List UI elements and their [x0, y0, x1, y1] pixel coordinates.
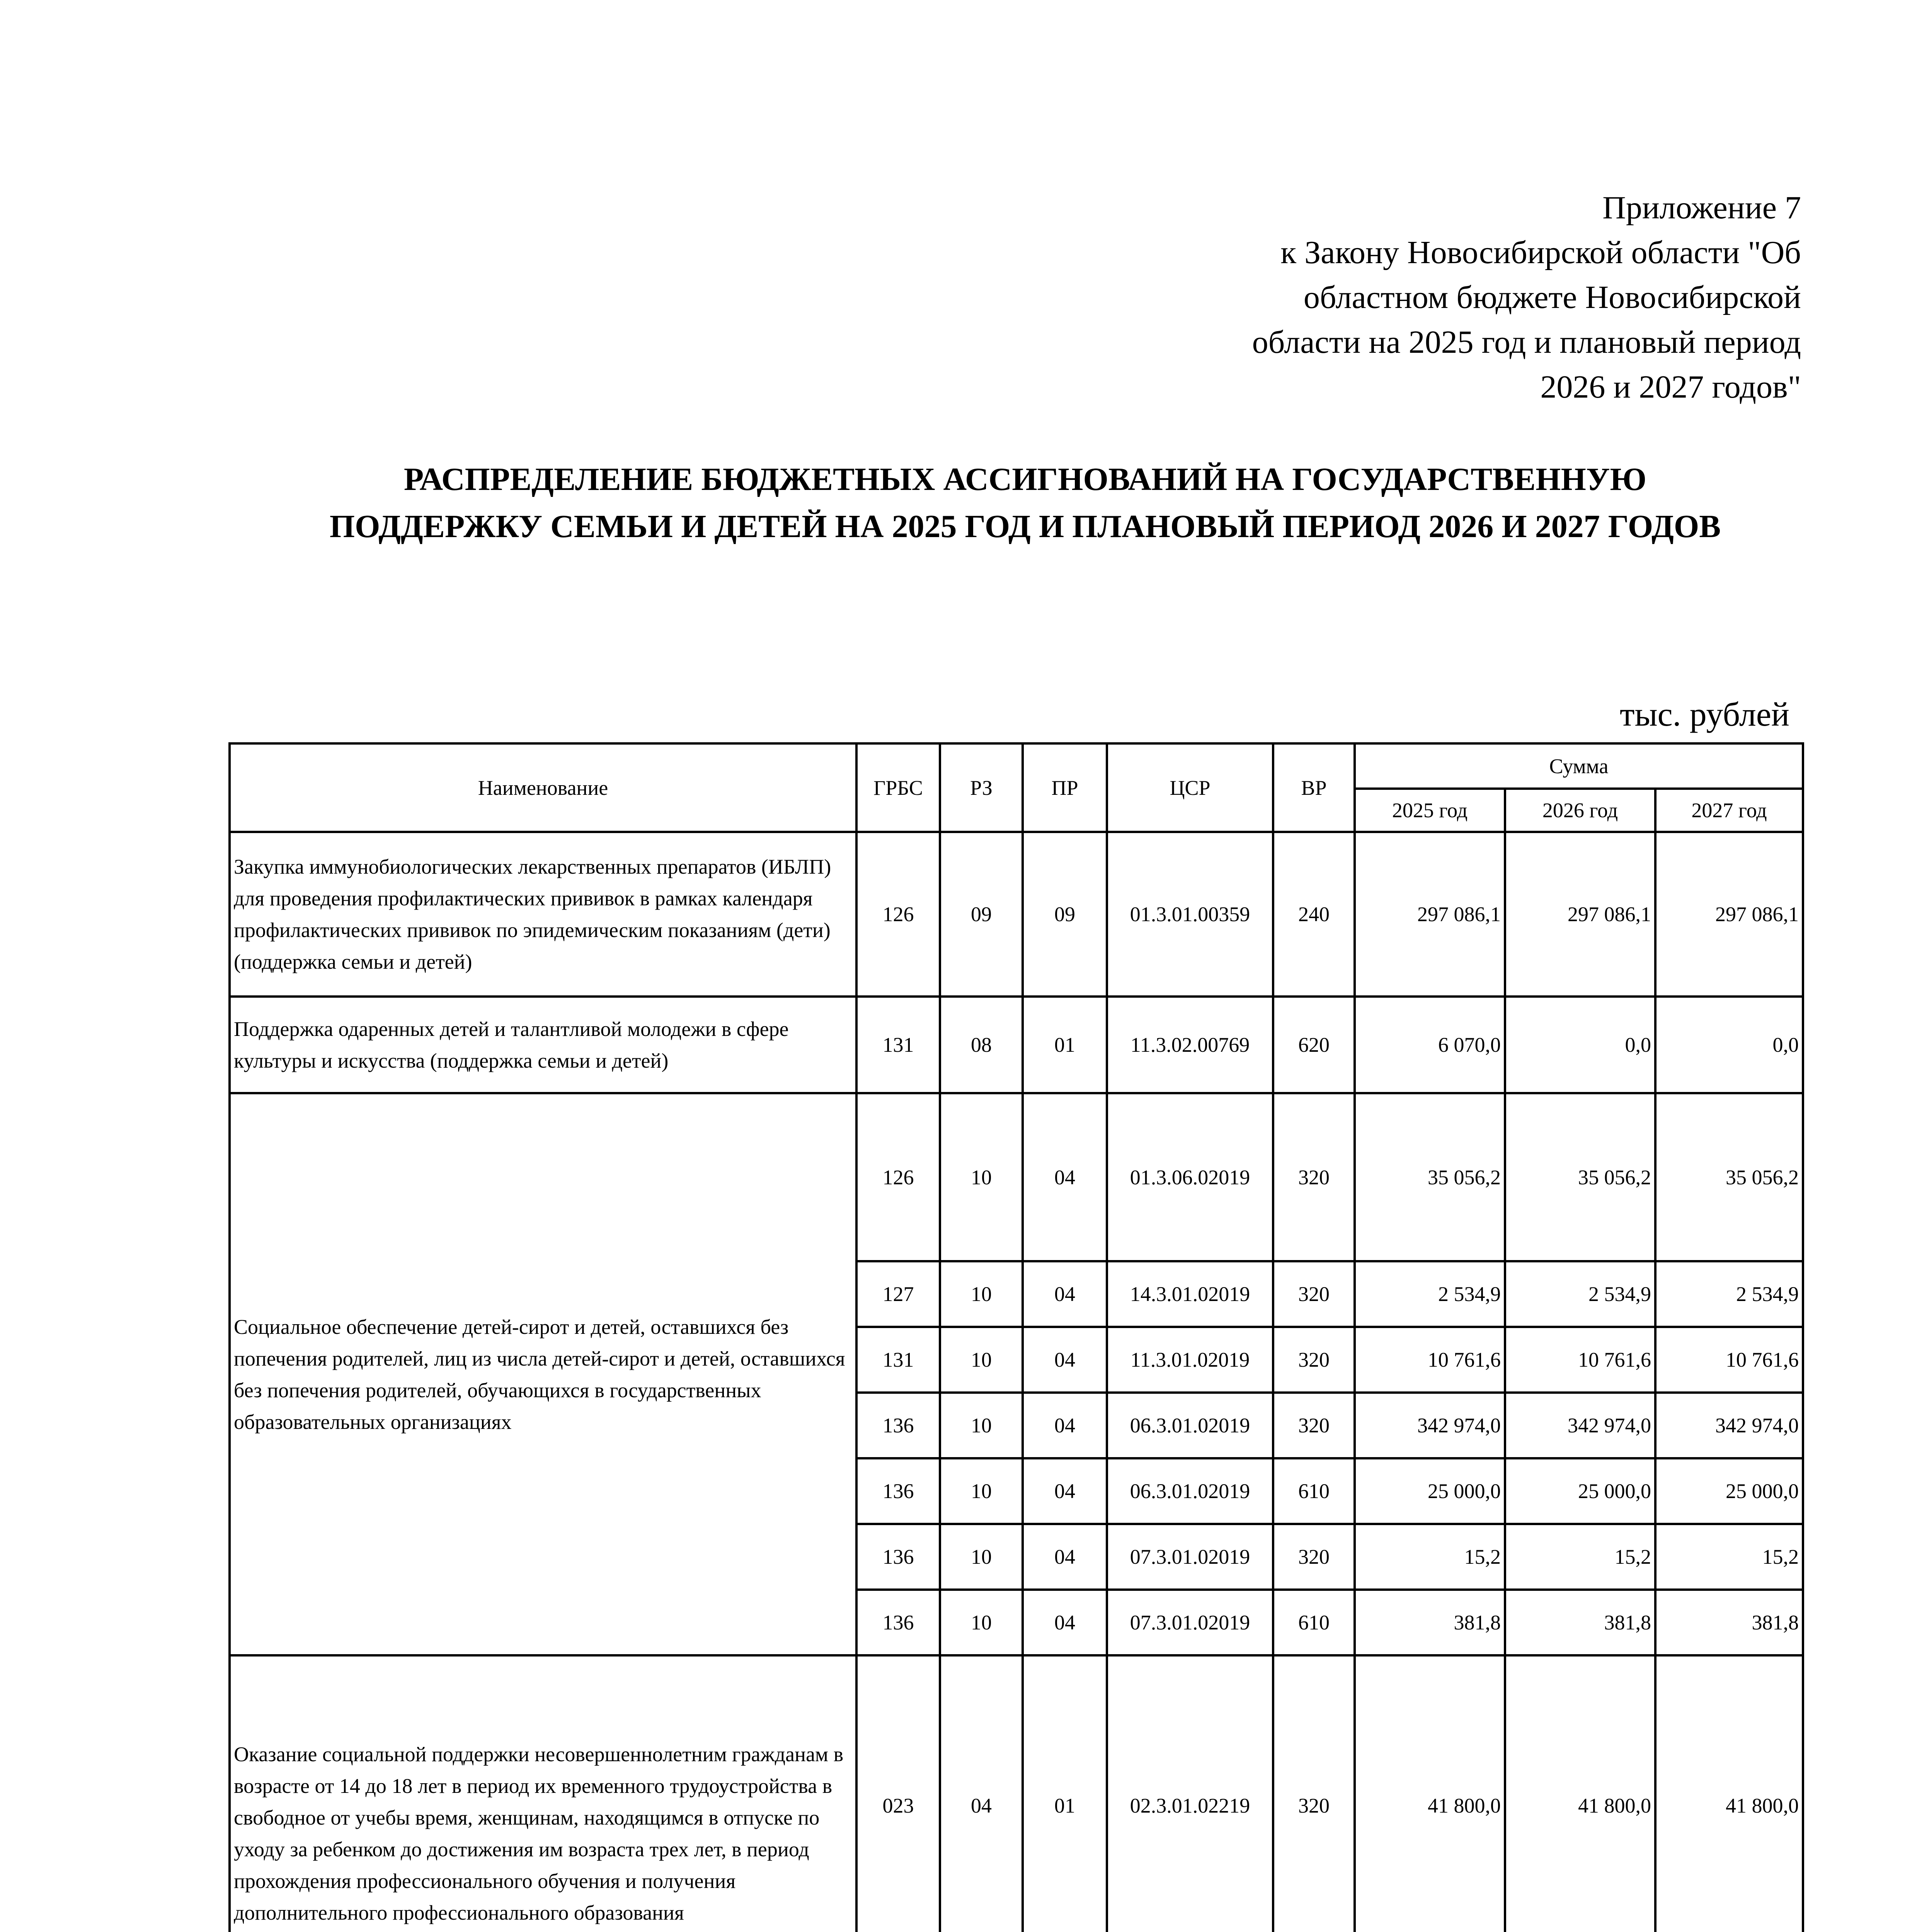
cell-2026: 41 800,0: [1505, 1655, 1655, 1932]
cell-2027: 381,8: [1655, 1590, 1803, 1655]
appendix-line: области на 2025 год и плановый период: [1252, 324, 1801, 360]
cell-vr: 320: [1273, 1327, 1355, 1393]
cell-csr: 07.3.01.02019: [1107, 1590, 1273, 1655]
cell-csr: 07.3.01.02019: [1107, 1524, 1273, 1590]
cell-2026: 2 534,9: [1505, 1261, 1655, 1327]
header-vr: ВР: [1273, 743, 1355, 832]
cell-grbs: 136: [856, 1590, 940, 1655]
cell-rz: 10: [940, 1261, 1023, 1327]
cell-vr: 610: [1273, 1458, 1355, 1524]
header-name: Наименование: [230, 743, 856, 832]
cell-grbs: 126: [856, 1093, 940, 1261]
cell-2027: 0,0: [1655, 997, 1803, 1093]
cell-2025: 2 534,9: [1355, 1261, 1505, 1327]
cell-2026: 0,0: [1505, 997, 1655, 1093]
cell-pr: 04: [1023, 1261, 1107, 1327]
header-pr: ПР: [1023, 743, 1107, 832]
cell-2025: 342 974,0: [1355, 1393, 1505, 1458]
appendix-reference: [1067, 185, 1801, 410]
cell-pr: 04: [1023, 1524, 1107, 1590]
header-rz: РЗ: [940, 743, 1023, 832]
cell-vr: 240: [1273, 832, 1355, 997]
units-label: тыс. рублей: [1620, 696, 1789, 733]
header-grbs: ГРБС: [856, 743, 940, 832]
cell-2026: 15,2: [1505, 1524, 1655, 1590]
cell-rz: 09: [940, 832, 1023, 997]
appendix-line: областном бюджете Новосибирской: [1303, 279, 1801, 315]
cell-vr: 320: [1273, 1524, 1355, 1590]
cell-grbs: 136: [856, 1524, 940, 1590]
cell-csr: 01.3.06.02019: [1107, 1093, 1273, 1261]
table-row: [230, 832, 1803, 997]
cell-2027: 25 000,0: [1655, 1458, 1803, 1524]
cell-pr: 04: [1023, 1393, 1107, 1458]
cell-csr: 11.3.02.00769: [1107, 997, 1273, 1093]
cell-pr: 04: [1023, 1327, 1107, 1393]
cell-vr: 320: [1273, 1655, 1355, 1932]
appendix-line: Приложение 7: [1602, 190, 1801, 226]
cell-2025: 381,8: [1355, 1590, 1505, 1655]
cell-csr: 11.3.01.02019: [1107, 1327, 1273, 1393]
table-row: [230, 1655, 1803, 1932]
row-name: Оказание социальной поддержки несовершеннолетним гражданам в возрасте от 14 до 18 лет в период их временного трудоустройства в свободное от учебы время, женщинам, находящимся в отпуске по уходу за ребенком до достижения им возраста трех лет, в период прохождения профессионального обучения и получения дополнительного профессионального образования: [230, 1655, 856, 1932]
cell-2025: 6 070,0: [1355, 997, 1505, 1093]
cell-2025: 15,2: [1355, 1524, 1505, 1590]
cell-csr: 02.3.01.02219: [1107, 1655, 1273, 1932]
cell-rz: 10: [940, 1524, 1023, 1590]
cell-rz: 10: [940, 1590, 1023, 1655]
cell-2026: 35 056,2: [1505, 1093, 1655, 1261]
cell-csr: 01.3.01.00359: [1107, 832, 1273, 997]
header-year-2026: 2026 год: [1505, 789, 1655, 832]
appendix-line: к Закону Новосибирской области "Об: [1280, 235, 1801, 270]
header-year-2025: 2025 год: [1355, 789, 1505, 832]
table-row: [230, 1093, 1803, 1261]
cell-csr: 06.3.01.02019: [1107, 1458, 1273, 1524]
cell-grbs: 131: [856, 1327, 940, 1393]
cell-2027: 297 086,1: [1655, 832, 1803, 997]
cell-2025: 10 761,6: [1355, 1327, 1505, 1393]
cell-2026: 342 974,0: [1505, 1393, 1655, 1458]
cell-pr: 01: [1023, 1655, 1107, 1932]
header-csr: ЦСР: [1107, 743, 1273, 832]
appendix-line: 2026 и 2027 годов": [1540, 369, 1801, 405]
header-year-2027: 2027 год: [1655, 789, 1803, 832]
cell-pr: 04: [1023, 1458, 1107, 1524]
budget-table: [228, 742, 1804, 1932]
cell-rz: 10: [940, 1458, 1023, 1524]
cell-rz: 08: [940, 997, 1023, 1093]
cell-rz: 10: [940, 1327, 1023, 1393]
row-name: Социальное обеспечение детей-сирот и детей, оставшихся без попечения родителей, лиц из числа детей-сирот и детей, оставшихся без попечения родителей, обучающихся в государственных образовательных организациях: [230, 1093, 856, 1655]
row-name: Поддержка одаренных детей и талантливой молодежи в сфере культуры и искусства (поддержка семьи и детей): [230, 997, 856, 1093]
cell-grbs: 023: [856, 1655, 940, 1932]
cell-pr: 04: [1023, 1093, 1107, 1261]
cell-2027: 10 761,6: [1655, 1327, 1803, 1393]
cell-rz: 04: [940, 1655, 1023, 1932]
cell-rz: 10: [940, 1093, 1023, 1261]
cell-vr: 620: [1273, 997, 1355, 1093]
cell-grbs: 127: [856, 1261, 940, 1327]
cell-pr: 01: [1023, 997, 1107, 1093]
cell-grbs: 126: [856, 832, 940, 997]
cell-csr: 14.3.01.02019: [1107, 1261, 1273, 1327]
table-row: [230, 997, 1803, 1093]
cell-vr: 320: [1273, 1261, 1355, 1327]
cell-rz: 10: [940, 1393, 1023, 1458]
title-line: РАСПРЕДЕЛЕНИЕ БЮДЖЕТНЫХ АССИГНОВАНИЙ НА ГОСУДАРСТВЕННУЮ: [403, 461, 1647, 497]
cell-2027: 15,2: [1655, 1524, 1803, 1590]
row-name: Закупка иммунобиологических лекарственных препаратов (ИБЛП) для проведения профилактических прививок в рамках календаря профилактических прививок по эпидемическим показаниям (дети) (поддержка семьи и детей): [230, 832, 856, 997]
cell-vr: 610: [1273, 1590, 1355, 1655]
cell-2026: 10 761,6: [1505, 1327, 1655, 1393]
cell-grbs: 136: [856, 1393, 940, 1458]
cell-2025: 297 086,1: [1355, 832, 1505, 997]
cell-pr: 04: [1023, 1590, 1107, 1655]
title-line: ПОДДЕРЖКУ СЕМЬИ И ДЕТЕЙ НА 2025 ГОД И ПЛАНОВЫЙ ПЕРИОД 2026 И 2027 ГОДОВ: [329, 509, 1721, 544]
cell-2027: 342 974,0: [1655, 1393, 1803, 1458]
cell-vr: 320: [1273, 1093, 1355, 1261]
cell-2027: 2 534,9: [1655, 1261, 1803, 1327]
cell-grbs: 136: [856, 1458, 940, 1524]
cell-2027: 41 800,0: [1655, 1655, 1803, 1932]
table-header: [230, 743, 1803, 832]
cell-2025: 35 056,2: [1355, 1093, 1505, 1261]
cell-2025: 25 000,0: [1355, 1458, 1505, 1524]
cell-pr: 09: [1023, 832, 1107, 997]
document-title: [230, 456, 1820, 550]
cell-vr: 320: [1273, 1393, 1355, 1458]
cell-2027: 35 056,2: [1655, 1093, 1803, 1261]
cell-csr: 06.3.01.02019: [1107, 1393, 1273, 1458]
cell-grbs: 131: [856, 997, 940, 1093]
header-sum: Сумма: [1355, 743, 1803, 789]
cell-2025: 41 800,0: [1355, 1655, 1505, 1932]
cell-2026: 297 086,1: [1505, 832, 1655, 997]
cell-2026: 25 000,0: [1505, 1458, 1655, 1524]
cell-2026: 381,8: [1505, 1590, 1655, 1655]
